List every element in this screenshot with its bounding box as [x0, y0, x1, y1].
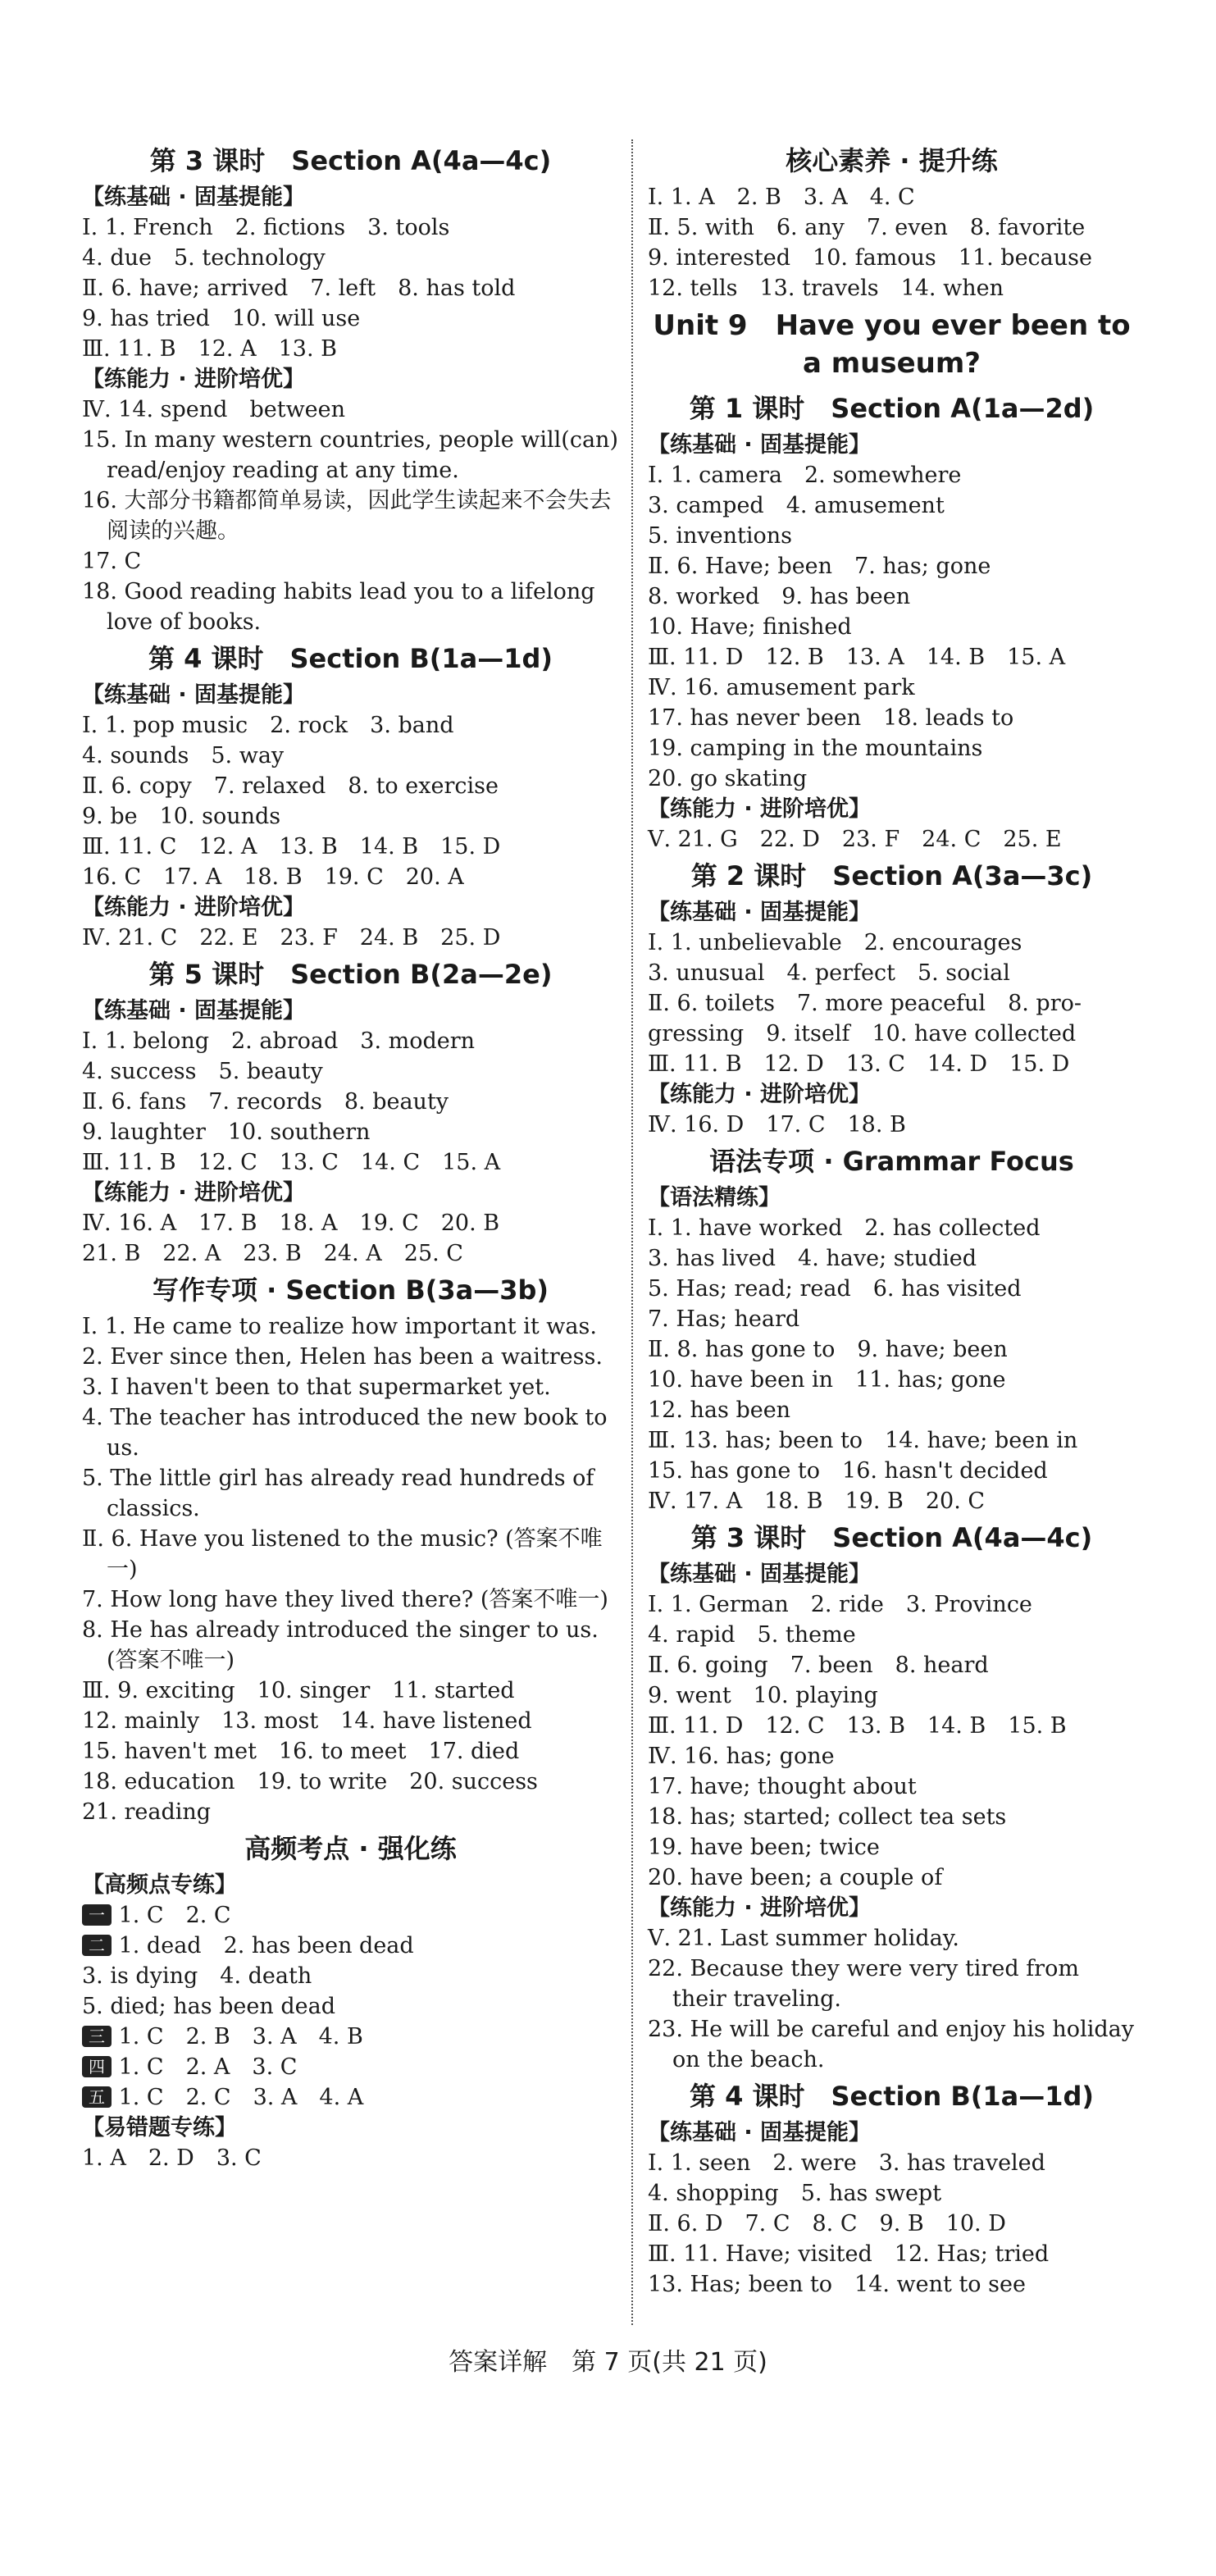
answer-line: 2. Ever since then, Helen has been a waitress.: [82, 1344, 603, 1370]
exercise-heading: 【练基础 · 固基提能】: [648, 900, 872, 925]
answer-line: 3. I haven't been to that supermarket yet.: [82, 1375, 551, 1400]
answer-line: 12. mainly 13. most 14. have listened: [82, 1708, 532, 1734]
answer-line: 18. education 19. to write 20. success: [82, 1769, 538, 1794]
exercise-heading: 【练能力 · 进阶培优】: [82, 895, 306, 920]
answer-line: Ⅰ. 1. German 2. ride 3. Province: [648, 1592, 1032, 1617]
answer-line: Ⅱ. 6. toilets 7. more peaceful 8. pro-: [648, 991, 1082, 1016]
answer-line: [82, 2052, 619, 2082]
answer-line: 15. haven't met 16. to meet 17. died: [82, 1739, 520, 1764]
answer-line: Ⅲ. 11. D 12. B 13. A 14. B 15. A: [648, 645, 1066, 670]
answer-line: Ⅳ. 16. has; gone: [648, 1744, 835, 1769]
answer-line: 8. He has already introduced the singer to us. (答案不唯一): [82, 1617, 599, 1673]
section-title: 第 3 课时 Section A(4a—4c): [690, 1522, 1093, 1553]
answer-line: 20. go skating: [648, 766, 808, 791]
answer-line: Ⅳ. 16. A 17. B 18. A 19. C 20. B: [82, 1210, 500, 1236]
right-column: [648, 139, 1136, 2300]
answer-line: 7. How long have they lived there? (答案不唯一): [82, 1587, 608, 1612]
group-badge: 二: [82, 1935, 112, 1956]
answer-line: 9. went 10. playing: [648, 1683, 878, 1708]
answer-line: Ⅱ. 6. fans 7. records 8. beauty: [82, 1089, 449, 1115]
answer-text: 1. C 2. A 3. C: [112, 2054, 298, 2080]
answer-line: [82, 1900, 619, 1931]
exercise-heading: 【练基础 · 固基提能】: [82, 185, 306, 210]
answer-line: 4. The teacher has introduced the new book to us.: [82, 1405, 608, 1461]
answer-line: 4. due 5. technology: [82, 245, 326, 271]
exercise-heading: 【练能力 · 进阶培优】: [82, 367, 306, 392]
answer-line: 3. is dying 4. death: [82, 1963, 312, 1989]
answer-line: 22. Because they were very tired from their traveling.: [648, 1956, 1079, 2012]
answer-line: 4. shopping 5. has swept: [648, 2181, 942, 2206]
answer-line: 5. died; has been dead: [82, 1994, 335, 2019]
answer-line: 9. interested 10. famous 11. because: [648, 245, 1092, 271]
answer-line: [82, 2082, 619, 2113]
answer-line: Ⅴ. 21. G 22. D 23. F 24. C 25. E: [648, 827, 1062, 852]
section-title: 第 5 课时 Section B(2a—2e): [148, 959, 553, 990]
section-title: 核心素养 · 提升练: [786, 145, 998, 176]
answer-line: Ⅰ. 1. French 2. fictions 3. tools: [82, 215, 450, 240]
answer-line: Ⅰ. 1. seen 2. were 3. has traveled: [648, 2150, 1045, 2176]
answer-line: 19. have been; twice: [648, 1835, 880, 1860]
answer-line: 1. A 2. D 3. C: [82, 2145, 262, 2171]
answer-line: 20. have been; a couple of: [648, 1865, 943, 1890]
answer-line: 5. inventions: [648, 523, 792, 549]
answer-line: Ⅲ. 11. B 12. D 13. C 14. D 15. D: [648, 1051, 1070, 1077]
answer-line: Ⅲ. 11. D 12. C 13. B 14. B 15. B: [648, 1713, 1067, 1739]
answer-line: 16. C 17. A 18. B 19. C 20. A: [82, 864, 464, 890]
answer-line: Ⅱ. 6. copy 7. relaxed 8. to exercise: [82, 773, 499, 799]
answer-line: Ⅱ. 6. D 7. C 8. C 9. B 10. D: [648, 2211, 1006, 2236]
answer-line: Ⅲ. 11. Have; visited 12. Has; tried: [648, 2241, 1050, 2267]
exercise-heading: 【练能力 · 进阶培优】: [648, 1082, 872, 1107]
section-title: 语法专项 · Grammar Focus: [709, 1146, 1074, 1177]
exercise-heading: 【高频点专练】: [82, 1872, 237, 1898]
exercise-heading: 【练能力 · 进阶培优】: [648, 1895, 872, 1921]
answer-line: 16. 大部分书籍都简单易读，因此学生读起来不会失去阅读的兴趣。: [82, 488, 612, 544]
section-title: 第 3 课时 Section A(4a—4c): [149, 145, 552, 176]
section-title: 第 1 课时 Section A(1a—2d): [689, 393, 1095, 424]
answer-line: Ⅳ. 21. C 22. E 23. F 24. B 25. D: [82, 925, 501, 951]
answer-line: 15. In many western countries, people will(can) read/enjoy reading at any time.: [82, 427, 618, 483]
answer-line: Ⅳ. 17. A 18. B 19. B 20. C: [648, 1489, 986, 1514]
answer-text: 1. C 2. C: [112, 1903, 231, 1928]
answer-line: 10. have been in 11. has; gone: [648, 1367, 1006, 1393]
answer-line: 3. unusual 4. perfect 5. social: [648, 960, 1010, 986]
answer-line: Ⅰ. 1. have worked 2. has collected: [648, 1215, 1041, 1241]
answer-line: 18. Good reading habits lead you to a lifelong love of books.: [82, 579, 595, 635]
answer-line: 4. success 5. beauty: [82, 1059, 323, 1084]
answer-line: Ⅳ. 14. spend between: [82, 397, 346, 422]
answer-line: 7. Has; heard: [648, 1306, 800, 1332]
section-title: 高频考点 · 强化练: [244, 1833, 457, 1864]
exercise-heading: 【练能力 · 进阶培优】: [82, 1180, 306, 1206]
answer-text: 1. C 2. C 3. A 4. A: [112, 2085, 364, 2110]
answer-line: [82, 1931, 619, 1961]
answer-line: Ⅰ. 1. pop music 2. rock 3. band: [82, 713, 454, 738]
section-title: 第 2 课时 Section A(3a—3c): [690, 860, 1093, 891]
exercise-heading: 【练能力 · 进阶培优】: [648, 796, 872, 822]
group-badge: 四: [82, 2056, 112, 2077]
answer-text: 1. dead 2. has been dead: [112, 1933, 414, 1958]
answer-line: 17. has never been 18. leads to: [648, 705, 1014, 731]
answer-line: Ⅰ. 1. unbelievable 2. encourages: [648, 930, 1022, 955]
answer-line: 13. Has; been to 14. went to see: [648, 2272, 1026, 2297]
answer-line: 12. tells 13. travels 14. when: [648, 276, 1004, 301]
answer-line: 19. camping in the mountains: [648, 736, 983, 761]
page-footer: 答案详解 第 7 页(共 21 页): [449, 2348, 767, 2377]
answer-line: Ⅱ. 6. have; arrived 7. left 8. has told: [82, 276, 516, 301]
exercise-heading: 【练基础 · 固基提能】: [648, 1562, 872, 1587]
answer-line: Ⅱ. 8. has gone to 9. have; been: [648, 1337, 1008, 1362]
answer-line: Ⅴ. 21. Last summer holiday.: [648, 1926, 959, 1951]
answer-line: 10. Have; finished: [648, 614, 852, 640]
answer-line: 8. worked 9. has been: [648, 584, 911, 609]
answer-line: Ⅲ. 9. exciting 10. singer 11. started: [82, 1678, 515, 1703]
section-title: 写作专项 · Section B(3a—3b): [152, 1274, 549, 1306]
answer-line: 3. camped 4. amusement: [648, 493, 945, 518]
exercise-heading: 【练基础 · 固基提能】: [648, 2120, 872, 2145]
answer-line: 9. has tried 10. will use: [82, 306, 361, 331]
answer-line: Ⅲ. 11. C 12. A 13. B 14. B 15. D: [82, 834, 501, 859]
group-badge: 一: [82, 1904, 112, 1926]
answer-text: 1. C 2. B 3. A 4. B: [112, 2024, 363, 2049]
answer-line: 18. has; started; collect tea sets: [648, 1804, 1007, 1830]
answer-line: 23. He will be careful and enjoy his holiday on the beach.: [648, 2017, 1134, 2072]
answer-line: Ⅰ. 1. He came to realize how important it was.: [82, 1314, 597, 1339]
exercise-heading: 【练基础 · 固基提能】: [82, 682, 306, 708]
column-divider: [631, 139, 633, 2325]
answer-line: 4. rapid 5. theme: [648, 1622, 856, 1648]
unit-title: Unit 9 Have you ever been to a museum?: [653, 309, 1131, 380]
answer-line: Ⅱ. 6. Have you listened to the music? (答案不唯一): [82, 1526, 603, 1582]
section-title: 第 4 课时 Section B(1a—1d): [148, 643, 553, 674]
answer-line: Ⅳ. 16. D 17. C 18. B: [648, 1112, 906, 1138]
answer-line: Ⅰ. 1. A 2. B 3. A 4. C: [648, 185, 915, 210]
answer-line: 17. C: [82, 549, 142, 574]
answer-line: Ⅳ. 16. amusement park: [648, 675, 915, 700]
answer-line: gressing 9. itself 10. have collected: [648, 1021, 1077, 1046]
answer-line: Ⅱ. 5. with 6. any 7. even 8. favorite: [648, 215, 1086, 240]
answer-line: 3. has lived 4. have; studied: [648, 1246, 977, 1271]
left-column: [82, 139, 619, 2173]
answer-line: 9. laughter 10. southern: [82, 1119, 371, 1145]
answer-line: Ⅱ. 6. going 7. been 8. heard: [648, 1653, 989, 1678]
answer-line: 21. B 22. A 23. B 24. A 25. C: [82, 1241, 463, 1266]
exercise-heading: 【练基础 · 固基提能】: [82, 998, 306, 1024]
answer-line: 12. has been: [648, 1397, 791, 1423]
answer-line: 4. sounds 5. way: [82, 743, 285, 768]
answer-line: 5. The little girl has already read hundreds of classics.: [82, 1466, 594, 1521]
answer-line: Ⅲ. 11. B 12. C 13. C 14. C 15. A: [82, 1150, 501, 1175]
answer-line: 17. have; thought about: [648, 1774, 917, 1799]
answer-line: Ⅱ. 6. Have; been 7. has; gone: [648, 554, 991, 579]
answer-line: Ⅲ. 13. has; been to 14. have; been in: [648, 1428, 1078, 1453]
exercise-heading: 【语法精练】: [648, 1185, 781, 1210]
group-badge: 三: [82, 2026, 112, 2047]
answer-line: 5. Has; read; read 6. has visited: [648, 1276, 1022, 1302]
answer-line: 15. has gone to 16. hasn't decided: [648, 1458, 1048, 1484]
answer-line: 9. be 10. sounds: [82, 804, 281, 829]
exercise-heading: 【练基础 · 固基提能】: [648, 432, 872, 458]
exercise-heading: 【易错题专练】: [82, 2115, 237, 2141]
group-badge: 五: [82, 2086, 112, 2108]
answer-line: [82, 2022, 619, 2052]
answer-line: 21. reading: [82, 1799, 212, 1825]
answer-line: Ⅰ. 1. belong 2. abroad 3. modern: [82, 1028, 476, 1054]
section-title: 第 4 课时 Section B(1a—1d): [689, 2081, 1095, 2112]
answer-line: Ⅰ. 1. camera 2. somewhere: [648, 463, 962, 488]
answer-line: Ⅲ. 11. B 12. A 13. B: [82, 336, 337, 362]
